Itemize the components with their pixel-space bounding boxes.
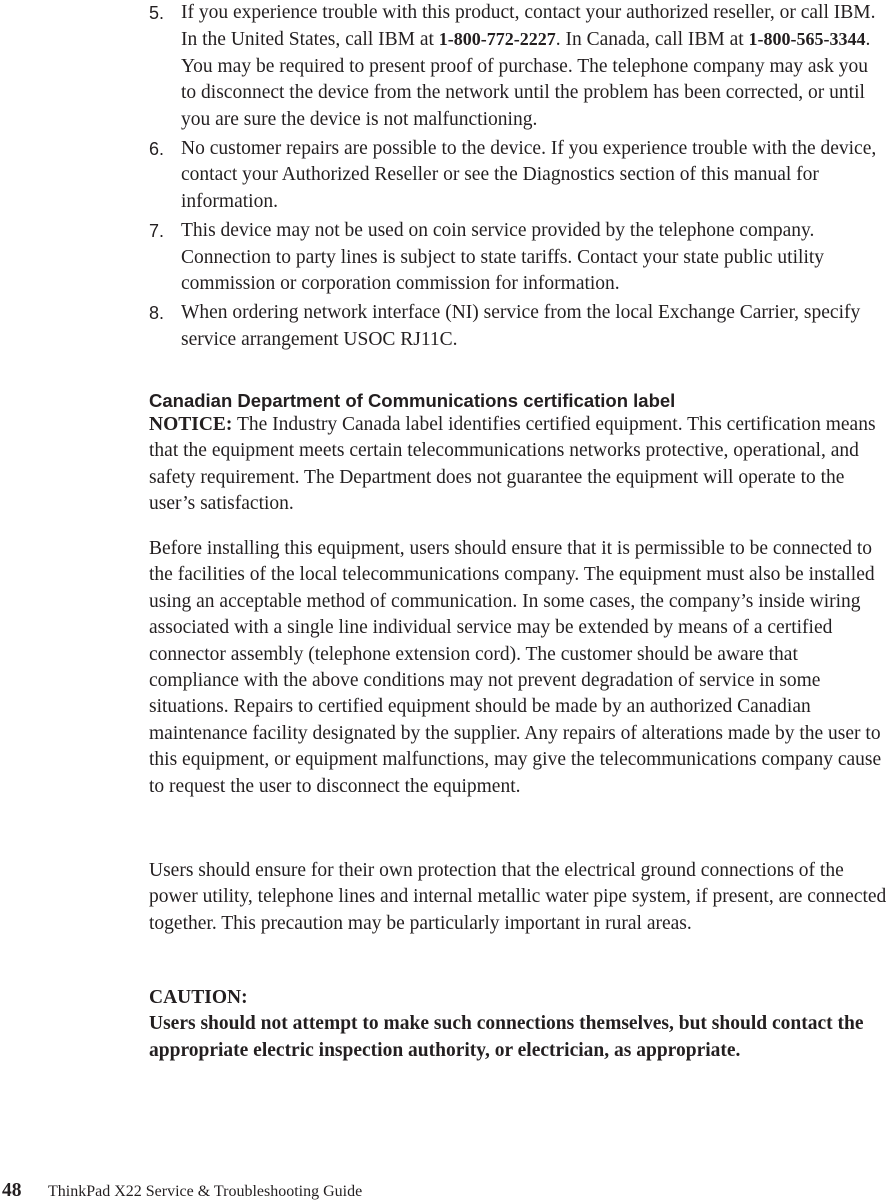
canadian-certification-section bbox=[149, 390, 887, 518]
caution-text: Users should not attempt to make such connections themselves, but should contact the appropriate electric inspection authority, or electrician, as appropriate. bbox=[149, 1013, 864, 1061]
list-item-text: No customer repairs are possible to the device. If you experience trouble with the device, contact your Authorized Reseller or see the Diagnostics section of this manual for information. bbox=[181, 138, 877, 212]
us-phone-number: 1-800-772-2227 bbox=[438, 29, 556, 50]
notice-paragraph bbox=[149, 412, 887, 518]
section-heading: Canadian Department of Communications certification label bbox=[149, 390, 676, 411]
numbered-list bbox=[149, 0, 887, 356]
page-footer bbox=[0, 1180, 887, 1204]
list-item-text: If you experience trouble with this product, contact your authorized reseller, or call IBM. In the United States, call IBM at 1-800-772-2227. In Canada, call IBM at 1-800-565-3344. You may be required to present proof of purchase. The telephone company may ask you to disconnect the device from the network until the problem has been corrected, or until you are sure the device is not malfunctioning. bbox=[181, 2, 876, 130]
list-item-number: 5. bbox=[149, 3, 165, 23]
caution-title: CAUTION: bbox=[149, 987, 248, 1008]
page-number: 48 bbox=[2, 1180, 22, 1201]
list-item-number: 6. bbox=[149, 139, 165, 160]
list-item bbox=[149, 300, 887, 353]
install-section bbox=[149, 536, 887, 800]
notice-text: The Industry Canada label identifies certified equipment. This certification means that the equipment meets certain telecommunications networks protective, operational, and safety requirement. The Department does not guarantee the equipment will operate to the user’s satisfaction. bbox=[149, 414, 876, 515]
ground-section bbox=[149, 858, 887, 937]
canada-phone-number: 1-800-565-3344 bbox=[748, 29, 866, 50]
notice-label: NOTICE: bbox=[149, 414, 233, 435]
list-item-text: This device may not be used on coin service provided by the telephone company. Connection to party lines is subject to state tariffs. Contact your state public utility commission or corporation commission for information. bbox=[181, 220, 825, 295]
list-item bbox=[149, 0, 887, 133]
caution-section bbox=[149, 985, 887, 1064]
ground-paragraph: Users should ensure for their own protection that the electrical ground connections of the power utility, telephone lines and internal metallic water pipe system, if present, are connected together. This precaution may be particularly important in rural areas. bbox=[149, 860, 887, 934]
list-item bbox=[149, 218, 887, 297]
install-paragraph: Before installing this equipment, users should ensure that it is permissible to be connected to the facilities of the local telecommunications company. The equipment must also be installed using an acceptable method of communication. In some cases, the company’s inside wiring associated with a single line individual service may be extended by means of a certified connector assembly (telephone extension cord). The customer should be aware that compliance with the above conditions may not prevent degradation of service in some situations. Repairs to certified equipment should be made by an authorized Canadian maintenance facility designated by the supplier. Any repairs of alterations made by the user to this equipment, or equipment malfunctions, may give the telecommunications company cause to request the user to disconnect the equipment. bbox=[149, 538, 882, 797]
list-item-number: 8. bbox=[149, 303, 165, 324]
list-item-number: 7. bbox=[149, 221, 165, 242]
list-item-text: When ordering network interface (NI) service from the local Exchange Carrier, specify service arrangement USOC RJ11C. bbox=[181, 302, 861, 350]
book-title: ThinkPad X22 Service & Troubleshooting Guide bbox=[48, 1183, 363, 1200]
list-item bbox=[149, 136, 887, 215]
